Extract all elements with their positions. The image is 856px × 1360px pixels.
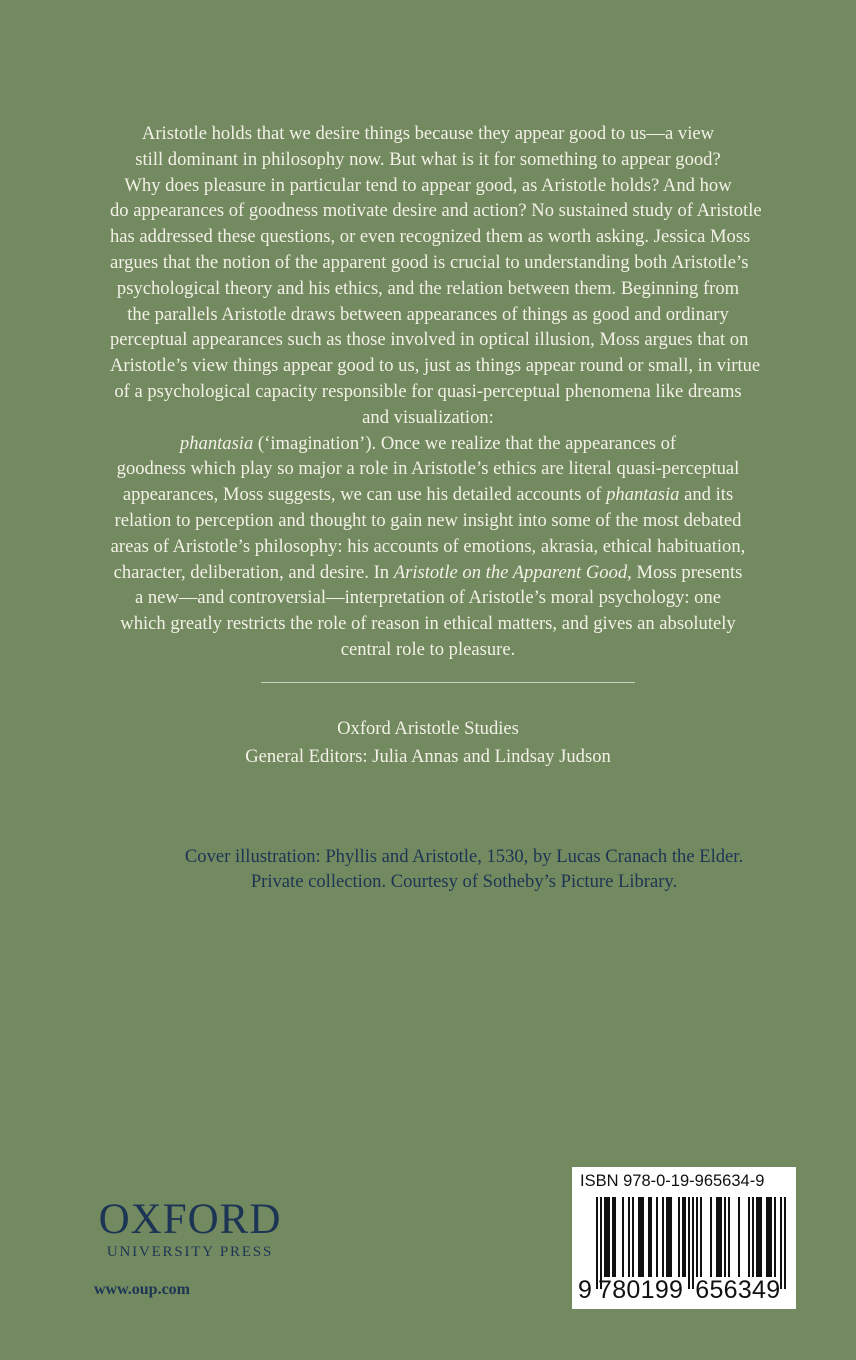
barcode-bar bbox=[612, 1197, 614, 1277]
publisher-website-link[interactable]: www.oup.com bbox=[94, 1281, 191, 1298]
barcode-bar bbox=[770, 1197, 772, 1277]
blurb-line: Why does pleasure in particular tend to appear good, as Aristotle holds? And how bbox=[124, 174, 732, 196]
ean-right-group: 656349 bbox=[695, 1276, 781, 1304]
barcode-bar bbox=[608, 1197, 610, 1277]
barcode-bar bbox=[682, 1197, 684, 1277]
barcode-bar bbox=[724, 1197, 726, 1277]
blurb-italic-term: phantasia bbox=[606, 484, 680, 506]
blurb-line: perceptual appearances such as those involved in optical illusion, Moss argues that on bbox=[110, 329, 749, 351]
barcode-bar bbox=[696, 1197, 698, 1277]
barcode-bar bbox=[718, 1197, 720, 1277]
blurb-text: character, deliberation, and desire. In bbox=[113, 561, 394, 583]
blurb-line bbox=[110, 560, 746, 586]
barcode-bar bbox=[622, 1197, 624, 1277]
blurb-text: , Moss presents bbox=[627, 561, 743, 583]
blurb-line: a new—and controversial—interpretation of Aristotle’s moral psychology: one bbox=[134, 587, 722, 609]
blurb-italic-title: Aristotle on the Apparent Good bbox=[393, 561, 628, 583]
barcode-bar bbox=[666, 1197, 668, 1277]
barcode-bar bbox=[656, 1197, 658, 1277]
ean-digits bbox=[578, 1276, 780, 1305]
barcode-bar bbox=[710, 1197, 712, 1277]
divider-rule bbox=[261, 682, 635, 683]
barcode-bar bbox=[668, 1197, 670, 1277]
barcode-bar bbox=[604, 1197, 606, 1277]
barcode-bar bbox=[628, 1197, 630, 1277]
isbn-label: ISBN 978-0-19-965634-9 bbox=[580, 1172, 765, 1190]
logo-subtitle: UNIVERSITY PRESS bbox=[106, 1244, 274, 1260]
blurb-line: goodness which play so major a role in Aristotle’s ethics are literal quasi-perceptual bbox=[116, 458, 740, 480]
barcode-bar bbox=[738, 1197, 740, 1277]
blurb-line: has addressed these questions, or even recognized them as worth asking. Jessica Moss bbox=[110, 226, 751, 248]
barcode-bar bbox=[720, 1197, 722, 1277]
barcode-bar bbox=[774, 1197, 776, 1277]
ean-left-group: 780199 bbox=[598, 1276, 684, 1304]
oxford-university-press-logo bbox=[90, 1196, 290, 1261]
barcode-bar bbox=[784, 1197, 786, 1289]
barcode-bar bbox=[748, 1197, 750, 1277]
barcode-bar bbox=[638, 1197, 640, 1277]
blurb-line: still dominant in philosophy now. But what is it for something to appear good? bbox=[135, 148, 721, 170]
cover-illustration-courtesy: Private collection. Courtesy of Sotheby’s Picture Library. bbox=[250, 871, 678, 892]
blurb-line: relation to perception and thought to gain new insight into some of the most debated bbox=[114, 509, 742, 531]
barcode-bar bbox=[700, 1197, 702, 1277]
barcode-bar bbox=[716, 1197, 718, 1277]
barcode-bar bbox=[684, 1197, 686, 1277]
blurb-line: which greatly restricts the role of reason in ethical matters, and gives an absolutely bbox=[120, 613, 736, 635]
barcode-bar bbox=[614, 1197, 616, 1277]
blurb-text: appearances, Moss suggests, we can use his detailed accounts of bbox=[122, 484, 607, 506]
blurb-line: areas of Aristotle’s philosophy: his accounts of emotions, akrasia, ethical habituation, bbox=[110, 535, 746, 557]
blurb-line: psychological theory and his ethics, and the relation between them. Beginning from bbox=[116, 277, 740, 299]
blurb-line bbox=[110, 482, 746, 508]
blurb-line: do appearances of goodness motivate desire and action? No sustained study of Aristotle bbox=[110, 200, 762, 222]
isbn-barcode-panel bbox=[572, 1167, 796, 1309]
blurb-line: central role to pleasure. bbox=[340, 638, 516, 660]
barcode-bar bbox=[758, 1197, 760, 1277]
blurb-text: and visualization: bbox=[362, 406, 494, 428]
barcode-bar bbox=[640, 1197, 642, 1277]
blurb-line: of a psychological capacity responsible for quasi-perceptual phenomena like dreams bbox=[114, 380, 742, 402]
barcode-bar bbox=[606, 1197, 608, 1277]
series-editors: General Editors: Julia Annas and Lindsay Judson bbox=[245, 746, 611, 767]
blurb-line: argues that the notion of the apparent good is crucial to understanding both Aristotle’s bbox=[110, 251, 749, 273]
back-cover-blurb bbox=[110, 121, 762, 663]
barcode-bar bbox=[760, 1197, 762, 1277]
barcode-bar bbox=[768, 1197, 770, 1277]
barcode-bar bbox=[642, 1197, 644, 1277]
barcode-bar bbox=[632, 1197, 634, 1277]
blurb-line bbox=[110, 431, 746, 457]
blurb-line: Aristotle’s view things appear good to us, just as things appear round or small, in virtue bbox=[110, 355, 761, 377]
barcode-bar bbox=[670, 1197, 672, 1277]
logo-wordmark: OXFORD bbox=[98, 1196, 282, 1243]
ean-first-digit: 9 bbox=[578, 1276, 592, 1304]
blurb-text: (‘imagination’). Once we realize that the appearances of bbox=[253, 432, 677, 454]
cover-illustration-credit: Cover illustration: Phyllis and Aristotle, 1530, by Lucas Cranach the Elder. bbox=[184, 846, 744, 867]
barcode-bar bbox=[728, 1197, 730, 1277]
barcode-bar bbox=[678, 1197, 680, 1277]
barcode-bar bbox=[756, 1197, 758, 1277]
barcode-bar bbox=[648, 1197, 650, 1277]
barcode-bar bbox=[766, 1197, 768, 1277]
series-name: Oxford Aristotle Studies bbox=[337, 718, 519, 739]
blurb-line: Aristotle holds that we desire things because they appear good to us—a view bbox=[141, 123, 715, 144]
barcode-bar bbox=[650, 1197, 652, 1277]
blurb-line: the parallels Aristotle draws between appearances of things as good and ordinary bbox=[127, 303, 729, 325]
blurb-text: and its bbox=[679, 484, 734, 506]
barcode-bar bbox=[752, 1197, 754, 1277]
blurb-italic-term: phantasia bbox=[179, 432, 254, 454]
barcode-bar bbox=[662, 1197, 664, 1277]
blurb-line bbox=[110, 405, 746, 431]
